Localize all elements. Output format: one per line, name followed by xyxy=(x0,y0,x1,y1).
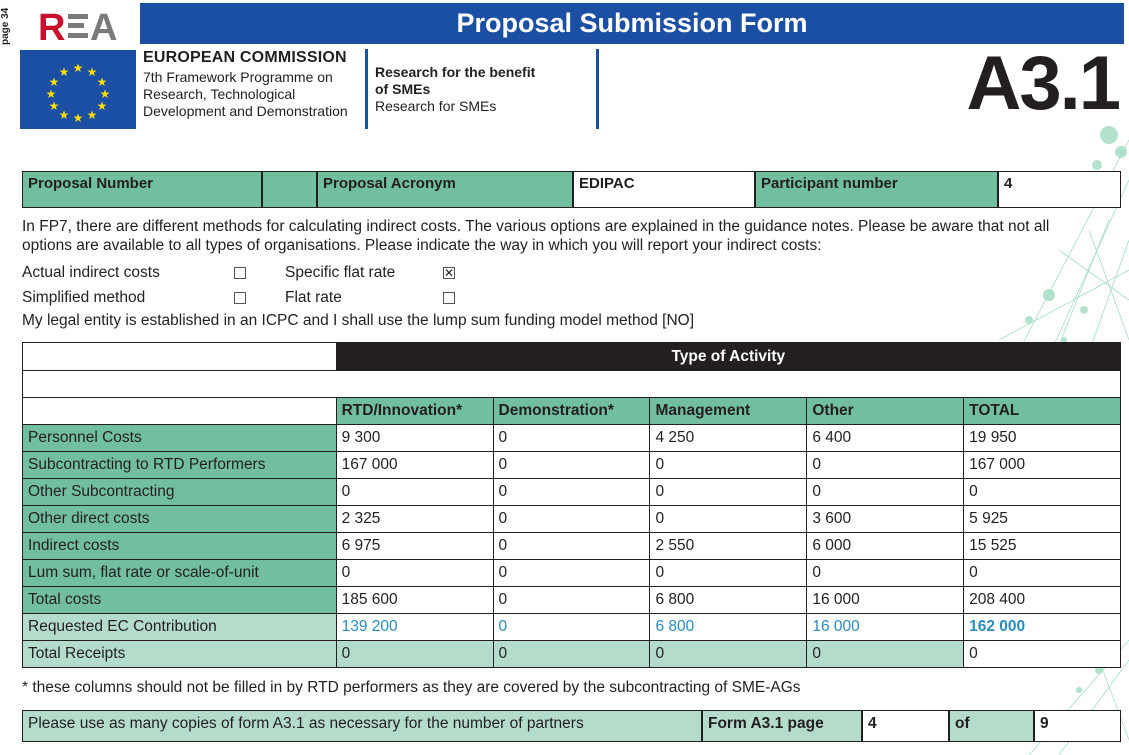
svg-text:★: ★ xyxy=(45,87,57,101)
cost-cell[interactable]: 0 xyxy=(493,533,650,560)
footer-row xyxy=(22,710,1121,742)
contribution-cell[interactable]: 139 200 xyxy=(336,614,493,641)
programme-title xyxy=(375,64,596,98)
form-title: Proposal Submission Form xyxy=(140,3,1124,44)
eu-flag-icon xyxy=(20,50,136,129)
participant-number-label: Participant number xyxy=(755,171,998,208)
cost-cell[interactable]: 9 300 xyxy=(336,425,493,452)
total-cell: 167 000 xyxy=(964,452,1121,479)
cost-cell[interactable]: 6 975 xyxy=(336,533,493,560)
cost-cell[interactable]: 0 xyxy=(650,452,807,479)
contribution-total-cell: 162 000 xyxy=(964,614,1121,641)
column-header: Management xyxy=(650,398,807,425)
svg-text:★: ★ xyxy=(96,75,108,89)
svg-text:★: ★ xyxy=(72,61,84,75)
table-row xyxy=(23,587,1121,614)
cost-cell[interactable]: 0 xyxy=(493,452,650,479)
column-header: TOTAL xyxy=(964,398,1121,425)
cost-cell[interactable]: 6 400 xyxy=(807,425,964,452)
cost-cell[interactable]: 0 xyxy=(650,506,807,533)
total-cell: 19 950 xyxy=(964,425,1121,452)
receipts-cell[interactable]: 0 xyxy=(650,641,807,668)
svg-text:★: ★ xyxy=(58,65,70,79)
cost-cell[interactable]: 0 xyxy=(493,479,650,506)
row-label: Indirect costs xyxy=(23,533,337,560)
contribution-cell[interactable]: 0 xyxy=(493,614,650,641)
total-cell: 15 525 xyxy=(964,533,1121,560)
spacer-cell xyxy=(23,371,1121,398)
column-header-row xyxy=(23,398,1121,425)
cost-cell[interactable]: 2 325 xyxy=(336,506,493,533)
column-header: RTD/Innovation* xyxy=(336,398,493,425)
total-cost-cell: 16 000 xyxy=(807,587,964,614)
proposal-number-label: Proposal Number xyxy=(22,171,262,208)
row-label: Lum sum, flat rate or scale-of-unit xyxy=(23,560,337,587)
receipts-cell[interactable]: 0 xyxy=(807,641,964,668)
participant-number-field[interactable]: 4 xyxy=(998,171,1121,208)
programme-subtitle: Research for SMEs xyxy=(375,98,497,114)
of-total-field[interactable]: 9 xyxy=(1034,710,1121,742)
row-label: Other direct costs xyxy=(23,506,337,533)
form-page-label: Form A3.1 page xyxy=(702,710,862,742)
svg-text:R: R xyxy=(38,8,66,44)
svg-text:A: A xyxy=(90,8,118,44)
svg-text:★: ★ xyxy=(86,108,98,122)
table-row xyxy=(23,479,1121,506)
svg-text:★: ★ xyxy=(99,87,111,101)
cost-cell[interactable]: 0 xyxy=(650,560,807,587)
svg-text:★: ★ xyxy=(96,99,108,113)
table-row xyxy=(23,614,1121,641)
programme-title-line: of SMEs xyxy=(375,81,431,97)
option-simplified-label: Simplified method xyxy=(22,289,146,306)
proposal-acronym-label: Proposal Acronym xyxy=(317,171,573,208)
page-marker: page 34 xyxy=(0,7,11,45)
type-header-row xyxy=(23,343,1121,371)
of-label: of xyxy=(949,710,1034,742)
spacer-row xyxy=(23,371,1121,398)
cost-cell[interactable]: 0 xyxy=(336,560,493,587)
ec-line: Research, Technological xyxy=(143,86,296,102)
row-label: Total costs xyxy=(23,587,337,614)
total-cell: 5 925 xyxy=(964,506,1121,533)
form-code: A3.1 xyxy=(966,41,1119,126)
copies-note: Please use as many copies of form A3.1 as necessary for the number of partners xyxy=(22,710,702,742)
table-row xyxy=(23,506,1121,533)
table-row xyxy=(23,641,1121,668)
option-specific-checkbox[interactable]: ✕ xyxy=(444,266,455,280)
option-flat-label: Flat rate xyxy=(285,289,342,306)
cost-cell[interactable]: 0 xyxy=(336,479,493,506)
proposal-acronym-field[interactable]: EDIPAC xyxy=(573,171,755,208)
form-page-field[interactable]: 4 xyxy=(862,710,949,742)
cost-cell[interactable]: 0 xyxy=(807,479,964,506)
svg-text:★: ★ xyxy=(72,111,84,125)
option-actual-label: Actual indirect costs xyxy=(22,264,160,281)
row-label: Requested EC Contribution xyxy=(23,614,337,641)
cost-cell[interactable]: 0 xyxy=(807,452,964,479)
svg-text:★: ★ xyxy=(86,65,98,79)
total-cost-cell: 6 800 xyxy=(650,587,807,614)
table-row xyxy=(23,425,1121,452)
receipts-cell[interactable]: 0 xyxy=(493,641,650,668)
option-specific-label: Specific flat rate xyxy=(285,264,396,281)
contribution-cell[interactable]: 6 800 xyxy=(650,614,807,641)
option-flat-checkbox[interactable] xyxy=(443,292,455,304)
row-label: Other Subcontracting xyxy=(23,479,337,506)
option-actual-checkbox[interactable] xyxy=(234,267,246,279)
cost-cell[interactable]: 3 600 xyxy=(807,506,964,533)
costs-table xyxy=(22,342,1121,668)
ec-line: Development and Demonstration xyxy=(143,103,348,119)
ec-title: EUROPEAN COMMISSION xyxy=(143,49,347,66)
row-label: Personnel Costs xyxy=(23,425,337,452)
rea-logo xyxy=(38,8,120,44)
table-row xyxy=(23,560,1121,587)
option-simplified-checkbox[interactable] xyxy=(234,292,246,304)
footnote: * these columns should not be filled in by RTD performers as they are covered by the subcontracting of SME-AGs xyxy=(22,679,801,696)
ec-line: 7th Framework Programme on xyxy=(143,69,333,85)
proposal-info-row xyxy=(22,171,1121,208)
type-of-activity-header: Type of Activity xyxy=(336,343,1120,371)
column-header: Other xyxy=(807,398,964,425)
cost-cell[interactable]: 0 xyxy=(650,479,807,506)
svg-text:★: ★ xyxy=(48,75,60,89)
row-label: Subcontracting to RTD Performers xyxy=(23,452,337,479)
cost-cell[interactable]: 0 xyxy=(493,425,650,452)
european-commission-block xyxy=(143,49,368,129)
cost-cell[interactable]: 4 250 xyxy=(650,425,807,452)
cost-cell[interactable]: 0 xyxy=(493,560,650,587)
total-cell: 0 xyxy=(964,560,1121,587)
total-cell: 0 xyxy=(964,479,1121,506)
contribution-cell[interactable]: 16 000 xyxy=(807,614,964,641)
receipts-cell[interactable]: 0 xyxy=(336,641,493,668)
cost-cell[interactable]: 0 xyxy=(807,560,964,587)
table-row xyxy=(23,533,1121,560)
total-cell: 208 400 xyxy=(964,587,1121,614)
row-label: Total Receipts xyxy=(23,641,337,668)
total-cost-cell: 185 600 xyxy=(336,587,493,614)
cost-cell[interactable]: 2 550 xyxy=(650,533,807,560)
cost-cell[interactable]: 6 000 xyxy=(807,533,964,560)
cost-cell[interactable]: 167 000 xyxy=(336,452,493,479)
column-header: Demonstration* xyxy=(493,398,650,425)
cost-cell[interactable]: 0 xyxy=(493,506,650,533)
column-header-blank xyxy=(23,398,337,425)
table-row xyxy=(23,452,1121,479)
svg-text:★: ★ xyxy=(48,99,60,113)
total-cost-cell: 0 xyxy=(493,587,650,614)
legal-entity-statement: My legal entity is established in an ICPC and I shall use the lump sum funding model method [NO] xyxy=(22,312,695,329)
total-cell: 0 xyxy=(964,641,1121,668)
proposal-number-field[interactable] xyxy=(262,171,317,208)
table-corner-cell xyxy=(23,343,337,371)
programme-title-line: Research for the benefit xyxy=(375,64,536,80)
svg-text:★: ★ xyxy=(58,108,70,122)
programme-block xyxy=(375,49,599,129)
indirect-costs-intro: In FP7, there are different methods for calculating indirect costs. The various options are explained in the guidance notes. Please be aware that not all options are available to all types of organisations. Please indicate the way in which you will report your indirect costs: xyxy=(22,218,1050,254)
